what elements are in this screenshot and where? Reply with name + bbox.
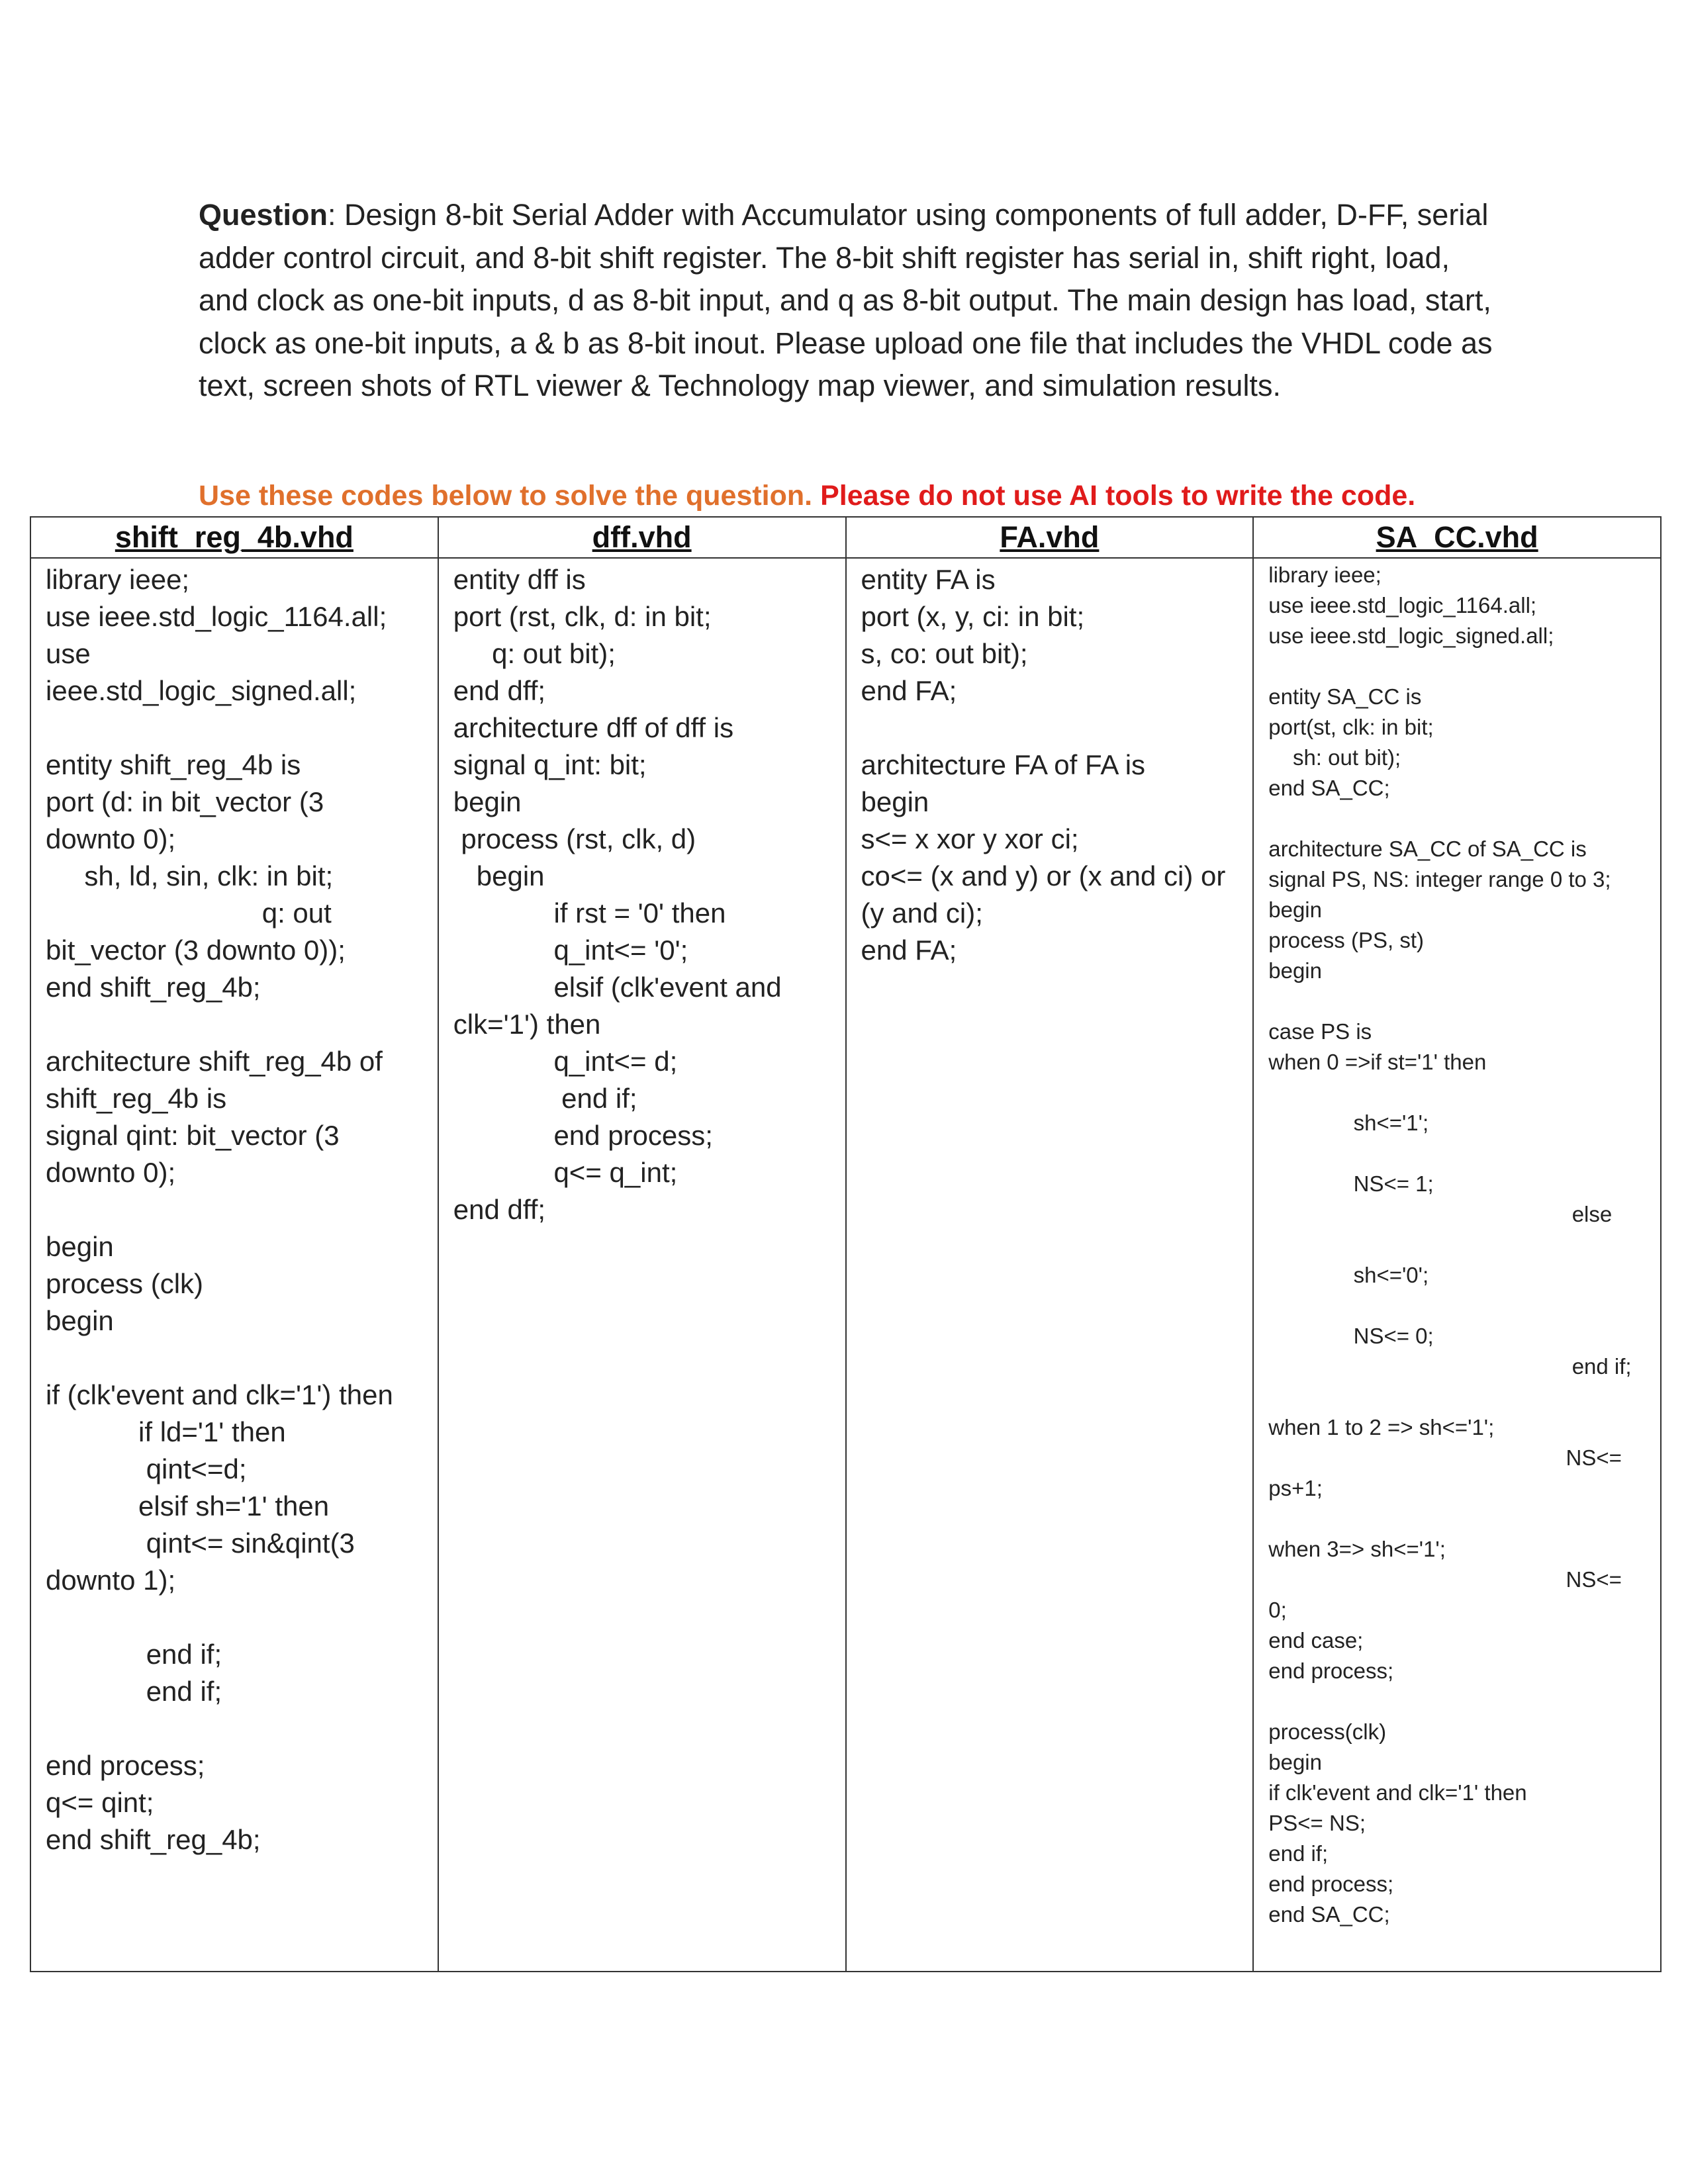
cell-dff — [438, 558, 846, 1972]
cell-sa-cc — [1253, 558, 1661, 1972]
header-sa-cc: SA_CC.vhd — [1253, 517, 1661, 558]
table-header-row — [30, 517, 1661, 558]
question-label: Question — [199, 198, 328, 232]
instruction-line — [199, 476, 1589, 516]
cell-shift-reg-4b — [30, 558, 438, 1972]
code-shift-reg-4b: library ieee; use ieee.std_logic_1164.all; use ieee.std_logic_signed.all; entity shift_reg_4b is port (d: in bit_vector (3 downto 0); sh, ld, sin, clk: in bit; q: out bit_vector (3 downto 0)); end shift_reg_4b; architecture shift_reg_4b of shift_reg_4b is signal qint: bit_vector (3 downto 0); begin process (clk) begin if (clk'event and clk='1') then if ld='1' then qint<=d; elsif sh='1' then qint<= sin&qint(3 downto 1); end if; end if; end process; q<= qint; end shift_reg_4b; — [46, 564, 393, 1855]
code-table — [30, 516, 1662, 1972]
table-code-row — [30, 558, 1661, 1972]
instruction-red-text: Please do not use AI tools to write the code. — [820, 480, 1416, 512]
header-dff: dff.vhd — [438, 517, 846, 558]
code-fa: entity FA is port (x, y, ci: in bit; s, co: out bit); end FA; architecture FA of FA is begin s<= x xor y xor ci; co<= (x and y) or (x and ci) or (y and ci); end FA; — [861, 564, 1226, 966]
header-fa: FA.vhd — [846, 517, 1254, 558]
code-sa-cc: library ieee; use ieee.std_logic_1164.all; use ieee.std_logic_signed.all; entity SA_CC is port(st, clk: in bit; sh: out bit); end SA_CC; architecture SA_CC of SA_CC is signal PS, NS: integer range 0 to 3; begin process (PS, st) begin case PS is when 0 =>if st='1' then sh<='1'; NS<= 1; else sh<='0'; NS<= 0; end if; when 1 to 2 => sh<='1'; NS<= ps+1; when 3=> sh<='1'; NS<= 0; end case; end process; process(clk) begin if clk'event and clk='1' then PS<= NS; end if; end process; end SA_CC; — [1268, 563, 1632, 1927]
header-shift-reg-4b: shift_reg_4b.vhd — [30, 517, 438, 558]
instruction-orange-text: Use these codes below to solve the question. — [199, 480, 813, 512]
question-text: : Design 8-bit Serial Adder with Accumulator using components of full adder, D-FF, serial adder control circuit, and 8-bit shift register. The 8-bit shift register has serial in, shift right, load, and clock as one-bit inputs, d as 8-bit input, and q as 8-bit output. The main design has load, start, clock as one-bit inputs, a & b as 8-bit inout. Please upload one file that includes the VHDL code as text, screen shots of RTL viewer & Technology map viewer, and simulation results. — [199, 198, 1493, 402]
cell-fa — [846, 558, 1254, 1972]
question-paragraph — [199, 194, 1496, 408]
code-dff: entity dff is port (rst, clk, d: in bit; q: out bit); end dff; architecture dff of dff is signal q_int: bit; begin process (rst, clk, d) begin if rst = '0' then q_int<= '0'; elsif (clk'event and clk='1') then q_int<= d; end if; end process; q<= q_int; end dff; — [453, 564, 782, 1225]
